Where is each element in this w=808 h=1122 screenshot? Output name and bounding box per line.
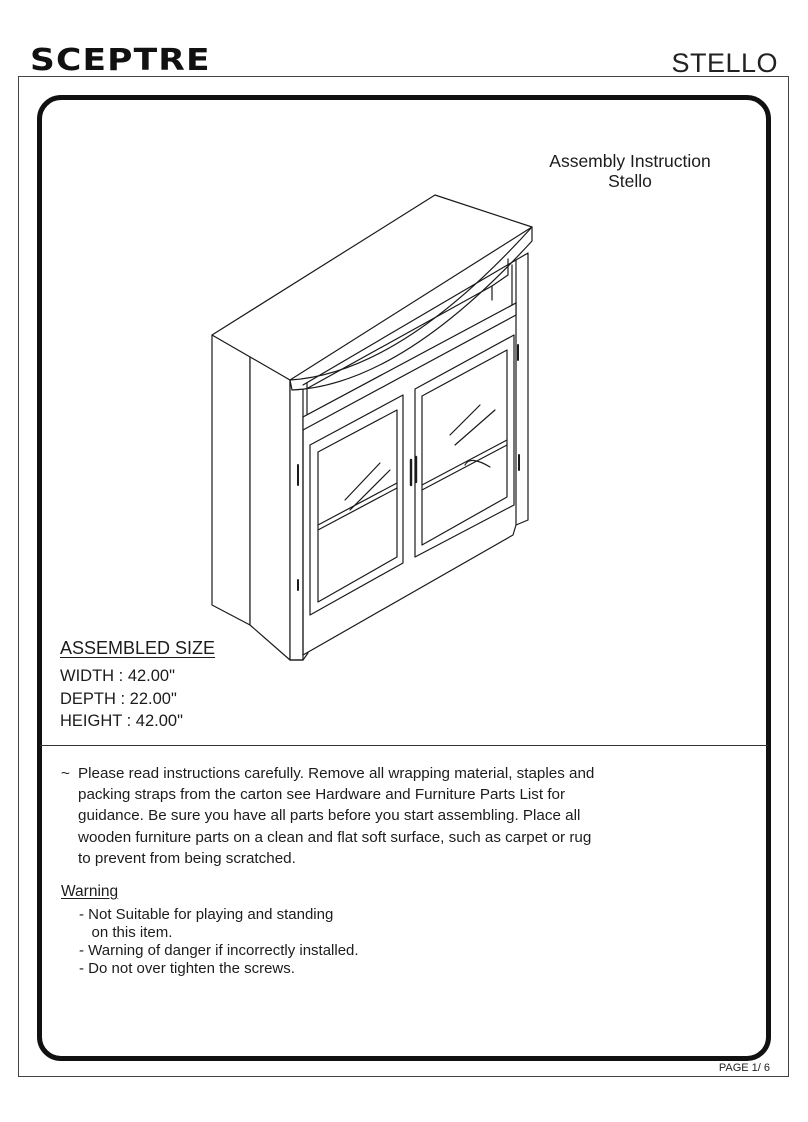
assembled-size-heading: ASSEMBLED SIZE — [60, 638, 216, 658]
document-title-line-1: Assembly Instruction — [549, 151, 711, 171]
brand-logo: SCEPTRE — [30, 43, 211, 78]
instructions-line: guidance. Be sure you have all parts before you start assembling. Place all — [78, 807, 581, 825]
warning-list — [79, 906, 359, 978]
instructions-line: packing straps from the carton see Hardware and Furniture Parts List for — [78, 786, 566, 804]
section-divider — [40, 745, 768, 746]
warning-item: - Not Suitable for playing and standing — [79, 906, 334, 923]
warning-item: on this item. — [79, 924, 173, 941]
warning-item: - Do not over tighten the screws. — [79, 960, 295, 977]
depth-value: DEPTH : 22.00" — [60, 689, 177, 708]
instructions-line: to prevent from being scratched. — [78, 849, 296, 867]
warning-item: - Warning of danger if incorrectly installed. — [79, 942, 359, 959]
assembled-size-block — [60, 637, 215, 733]
page-number: PAGE 1/ 6 — [718, 1062, 770, 1074]
model-name: STELLO — [671, 48, 778, 78]
height-value: HEIGHT : 42.00" — [60, 712, 183, 730]
width-value: WIDTH : 42.00" — [60, 667, 175, 685]
document-title — [520, 151, 740, 191]
instructions-line: Please read instructions carefully. Remove all wrapping material, staples and — [78, 765, 595, 782]
instructions-paragraph — [61, 763, 701, 869]
cabinet-illustration — [200, 185, 545, 675]
instructions-line: wooden furniture parts on a clean and flat soft surface, such as carpet or rug — [78, 828, 592, 846]
instructions-marker: ~ — [61, 765, 70, 782]
instructions-text — [61, 763, 701, 869]
warning-heading: Warning — [61, 883, 119, 900]
document-title-line-2: Stello — [608, 171, 652, 191]
